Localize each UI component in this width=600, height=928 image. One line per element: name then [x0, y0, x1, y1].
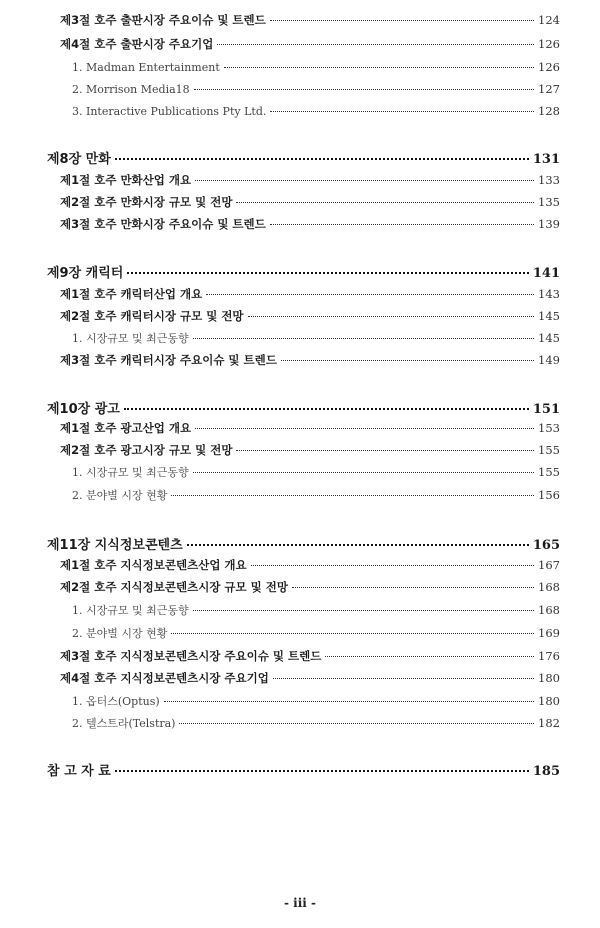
toc-entry [60, 579, 560, 595]
leader-dots [115, 158, 529, 160]
leader-dots [195, 428, 534, 429]
toc-label: 제1절 호주 만화산업 개요 [60, 173, 192, 187]
toc-entry [60, 442, 560, 458]
toc-page: 126 [538, 60, 560, 74]
toc-page: 155 [538, 465, 560, 479]
leader-dots [270, 20, 534, 21]
toc-label: 제3절 호주 출판시장 주요이슈 및 트렌드 [60, 13, 266, 27]
toc-entry [60, 420, 560, 436]
toc-entry [60, 286, 560, 302]
toc-entry [72, 487, 560, 503]
toc-label: 제2절 호주 광고시장 규모 및 전망 [60, 443, 233, 457]
leader-dots [270, 224, 534, 225]
leader-dots [179, 723, 534, 724]
leader-dots [251, 565, 534, 566]
toc-page: 156 [538, 488, 560, 502]
toc-page: 169 [538, 626, 560, 640]
leader-dots [193, 610, 534, 611]
toc-chapter-entry [47, 262, 560, 281]
toc-page: 145 [538, 309, 560, 323]
toc-page: 127 [538, 82, 560, 96]
toc-page: 124 [538, 13, 560, 27]
toc-label: 참 고 자 료 [47, 764, 111, 779]
toc-label: 2. 분야별 시장 현황 [72, 627, 168, 640]
toc-entry [60, 216, 560, 232]
leader-dots [194, 89, 534, 90]
leader-dots [325, 656, 534, 657]
toc-label: 1. 옵터스(Optus) [72, 695, 160, 708]
leader-dots [193, 472, 534, 473]
toc-entry [60, 352, 560, 368]
toc-page: 149 [538, 353, 560, 367]
toc-page: 185 [532, 764, 560, 779]
toc-page: 135 [538, 195, 560, 209]
toc-entry [72, 715, 560, 731]
leader-dots [217, 44, 534, 45]
toc-label: 제4절 호주 출판시장 주요기업 [60, 37, 214, 51]
toc-page: 180 [538, 671, 560, 685]
toc-label: 제10장 광고 [47, 402, 120, 417]
toc-label: 제3절 호주 캐릭터시장 주요이슈 및 트렌드 [60, 353, 277, 367]
toc-entry [60, 36, 560, 52]
toc-page: 168 [538, 603, 560, 617]
toc-page: 168 [538, 580, 560, 594]
toc-label: 제2절 호주 지식정보콘텐츠시장 규모 및 전망 [60, 580, 288, 594]
toc-label: 1. Madman Entertainment [72, 61, 220, 74]
toc-page: 167 [538, 558, 560, 572]
toc-label: 제11장 지식정보콘텐츠 [47, 538, 183, 553]
leader-dots [236, 202, 534, 203]
toc-entry [60, 194, 560, 210]
toc-page: 176 [538, 649, 560, 663]
toc-page: 151 [532, 402, 560, 417]
leader-dots [171, 633, 534, 634]
leader-dots [187, 544, 529, 546]
toc-page: 155 [538, 443, 560, 457]
leader-dots [281, 360, 534, 361]
leader-dots [164, 701, 534, 702]
toc-entry [60, 670, 560, 686]
toc-page: 143 [538, 287, 560, 301]
toc-entry [60, 557, 560, 573]
toc-entry [72, 104, 560, 118]
toc-label: 제9장 캐릭터 [47, 266, 124, 281]
page-number: - iii - [284, 896, 316, 910]
leader-dots [195, 180, 534, 181]
toc-entry [60, 12, 560, 28]
toc-label: 제8장 만화 [47, 152, 111, 167]
toc-page: 153 [538, 421, 560, 435]
leader-dots [273, 678, 534, 679]
toc-page: 165 [532, 538, 560, 553]
leader-dots [248, 316, 535, 317]
toc-page: 139 [538, 217, 560, 231]
toc-chapter-entry [47, 398, 560, 417]
toc-label: 2. 텔스트라(Telstra) [72, 717, 176, 730]
leader-dots [206, 294, 534, 295]
toc-entry [60, 172, 560, 188]
toc-page: 128 [538, 104, 560, 118]
toc-label: 제1절 호주 지식정보콘텐츠산업 개요 [60, 558, 247, 572]
toc-label: 1. 시장규모 및 최근동향 [72, 466, 189, 479]
toc-chapter-entry [47, 534, 560, 553]
toc-chapter-entry [47, 760, 560, 779]
toc-label: 제1절 호주 캐릭터산업 개요 [60, 287, 203, 301]
toc-entry [72, 60, 560, 74]
leader-dots [124, 408, 529, 410]
leader-dots [193, 338, 534, 339]
toc-label: 제2절 호주 만화시장 규모 및 전망 [60, 195, 233, 209]
leader-dots [236, 450, 534, 451]
toc-entry [72, 464, 560, 480]
leader-dots [292, 587, 534, 588]
toc-label: 1. 시장규모 및 최근동향 [72, 332, 189, 345]
toc-page: 126 [538, 37, 560, 51]
toc-label: 1. 시장규모 및 최근동향 [72, 604, 189, 617]
toc-entry [72, 625, 560, 641]
toc-page: 141 [532, 266, 560, 281]
toc-entry [72, 82, 560, 96]
toc-page: 182 [538, 716, 560, 730]
leader-dots [270, 111, 534, 112]
toc-label: 제3절 호주 지식정보콘텐츠시장 주요이슈 및 트렌드 [60, 649, 322, 663]
leader-dots [115, 770, 529, 772]
toc-entry [72, 693, 560, 709]
toc-label: 제3절 호주 만화시장 주요이슈 및 트렌드 [60, 217, 266, 231]
toc-page: 133 [538, 173, 560, 187]
leader-dots [127, 272, 528, 274]
toc-label: 2. 분야별 시장 현황 [72, 489, 168, 502]
toc-label: 제2절 호주 캐릭터시장 규모 및 전망 [60, 309, 244, 323]
toc-entry [60, 648, 560, 664]
toc-entry [60, 308, 560, 324]
toc-label: 3. Interactive Publications Pty Ltd. [72, 105, 267, 118]
toc-label: 제1절 호주 광고산업 개요 [60, 421, 192, 435]
toc-label: 2. Morrison Media18 [72, 83, 190, 96]
toc-entry [72, 602, 560, 618]
toc-chapter-entry [47, 148, 560, 167]
toc-entry [72, 330, 560, 346]
leader-dots [171, 495, 534, 496]
leader-dots [224, 67, 534, 68]
toc-page: 145 [538, 331, 560, 345]
toc-page: 131 [532, 152, 560, 167]
toc-label: 제4절 호주 지식정보콘텐츠시장 주요기업 [60, 671, 269, 685]
toc-page: 180 [538, 694, 560, 708]
